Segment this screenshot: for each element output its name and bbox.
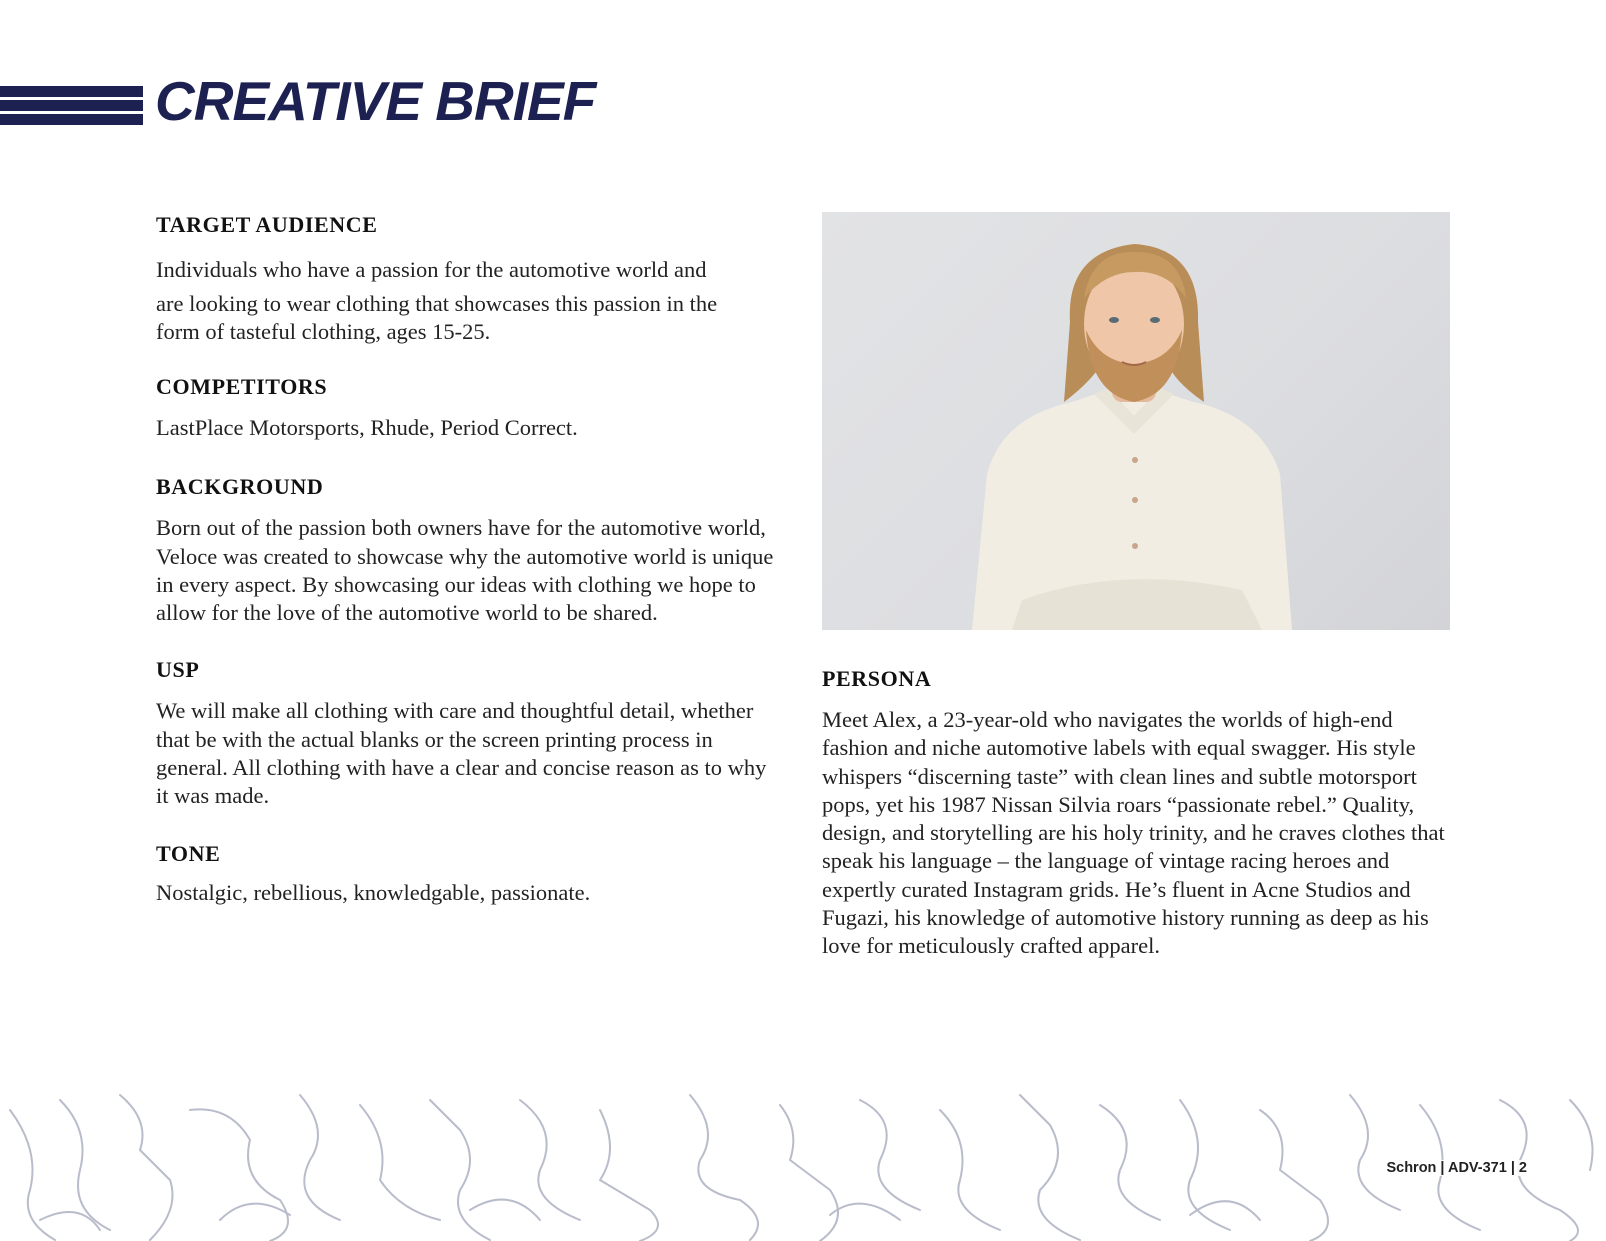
background-text: Born out of the passion both owners have for the automotive world, Veloce was created to showcase why the automotive world is unique in every aspect. By showcasing our ideas with clothing we hope to allow for the love of the automotive world to be shared. <box>156 515 774 626</box>
header-stripe <box>0 114 143 125</box>
left-column <box>156 212 776 907</box>
pattern-stroke <box>300 1095 340 1220</box>
footer-line-pattern <box>0 1090 1606 1241</box>
pattern-stroke <box>60 1100 110 1230</box>
pattern-stroke <box>10 1110 55 1240</box>
pattern-stroke <box>1190 1201 1260 1220</box>
target-audience-line-3: form of tasteful clothing, ages 15-25. <box>156 319 491 344</box>
pattern-stroke <box>120 1095 173 1240</box>
pattern-stroke <box>830 1204 900 1220</box>
pattern-stroke <box>360 1105 440 1220</box>
usp-heading: USP <box>156 657 200 683</box>
background-section <box>156 474 776 627</box>
target-audience-line-2: are looking to wear clothing that showcases this passion in the <box>156 291 718 316</box>
pattern-stroke <box>1180 1100 1230 1230</box>
background-heading: BACKGROUND <box>156 474 324 500</box>
pattern-stroke <box>1260 1110 1328 1241</box>
persona-eye <box>1150 317 1160 323</box>
usp-text: We will make all clothing with care and thoughtful detail, whether that be with the actual blanks or the screen printing process in general. All clothing with have a clear and concise reason as to why it was made. <box>156 698 767 809</box>
persona-eye <box>1109 317 1119 323</box>
pattern-stroke <box>1100 1105 1160 1220</box>
target-audience-line <box>156 290 776 346</box>
pattern-stroke <box>860 1100 920 1210</box>
persona-portrait-illustration <box>822 212 1450 630</box>
persona-button <box>1132 543 1138 549</box>
header-stripe <box>0 86 143 97</box>
target-audience-heading: TARGET AUDIENCE <box>156 212 378 237</box>
pattern-stroke <box>940 1110 1000 1230</box>
page-title: CREATIVE BRIEF <box>155 70 596 132</box>
competitors-heading: COMPETITORS <box>156 374 328 399</box>
tone-text: Nostalgic, rebellious, knowledgable, passionate. <box>156 879 591 905</box>
pattern-stroke <box>780 1105 838 1241</box>
pattern-stroke <box>470 1200 540 1220</box>
pattern-stroke <box>190 1109 288 1241</box>
pattern-stroke <box>520 1100 580 1220</box>
persona-section <box>822 666 1452 961</box>
pattern-stroke <box>690 1095 758 1240</box>
tone-section <box>156 841 776 907</box>
persona-photo <box>822 212 1450 630</box>
pattern-stroke <box>1020 1095 1080 1240</box>
pattern-stroke <box>1350 1095 1400 1210</box>
pattern-stroke <box>40 1212 100 1230</box>
pattern-stroke <box>220 1204 290 1220</box>
competitors-text: LastPlace Motorsports, Rhude, Period Correct. <box>156 415 578 440</box>
footer-page-label: Schron | ADV-371 | 2 <box>1386 1160 1527 1176</box>
right-column <box>822 212 1452 961</box>
persona-button <box>1132 457 1138 463</box>
usp-section <box>156 657 776 810</box>
tone-heading: TONE <box>156 840 221 866</box>
competitors-section <box>156 374 776 442</box>
pattern-stroke <box>1570 1100 1593 1170</box>
persona-heading: PERSONA <box>822 666 932 691</box>
persona-text: Meet Alex, a 23-year-old who navigates the worlds of high-end fashion and niche automotive labels with equal swagger. His style whispers “discerning taste” with clean lines and subtle motorsport pops, yet his 1987 Nissan Silvia roars “passionate rebel.” Quality, design, and storytelling are his holy trinity, and he craves clothes that speak his language – the language of vintage racing heroes and expertly curated Instagram grids. He’s fluent in Acne Studios and Fugazi, his knowledge of automotive history running as deep as his love for meticulously crafted apparel. <box>822 707 1445 959</box>
target-audience-line: Individuals who have a passion for the automotive world and <box>156 257 707 282</box>
target-audience-text <box>156 250 776 346</box>
header-stripe <box>0 100 143 111</box>
pattern-stroke <box>600 1110 658 1241</box>
header-stripes <box>0 86 143 126</box>
persona-button <box>1132 497 1138 503</box>
target-audience-section <box>156 212 776 346</box>
